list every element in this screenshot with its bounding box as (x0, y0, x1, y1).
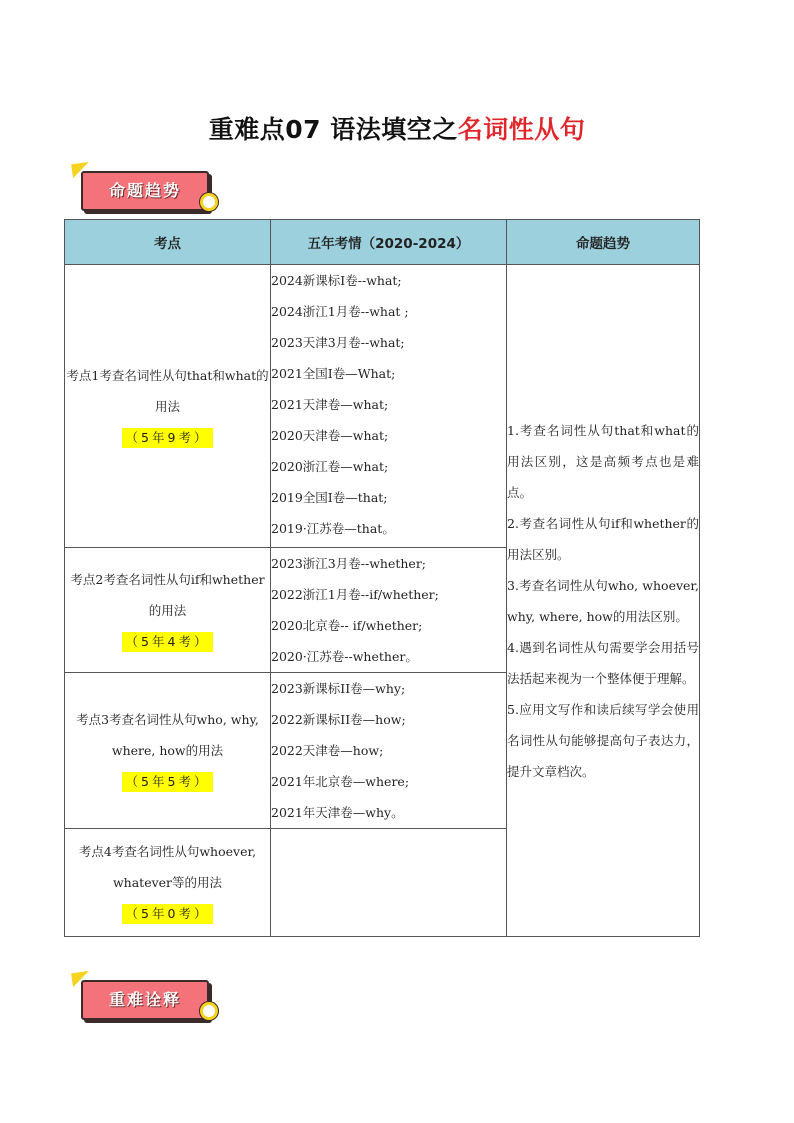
point-text: 考点1考查名词性从句that和what的用法 (66, 367, 269, 414)
title-highlight: 名词性从句 (457, 115, 586, 144)
count-badge: （5年0考） (122, 904, 214, 924)
exams-cell (271, 548, 507, 673)
explain-badge-label: 重难诠释 (108, 990, 181, 1009)
trend-badge-label: 命题趋势 (108, 181, 181, 200)
trend-cell (507, 265, 700, 937)
exam-table (64, 219, 700, 937)
point-text: 考点2考查名词性从句if和whether的用法 (70, 571, 265, 618)
table-header-row (65, 220, 700, 265)
page-title (0, 110, 794, 146)
exam-item: 2021全国I卷—What; (271, 366, 396, 381)
ring-icon (200, 193, 218, 211)
title-prefix: 重难点07 语法填空之 (208, 115, 458, 144)
table-row (65, 265, 700, 548)
header-exams: 五年考情（2020-2024） (271, 220, 507, 265)
point-text: 考点4考查名词性从句whoever, whatever等的用法 (78, 844, 257, 890)
exam-item: 2021年天津卷—why。 (271, 805, 404, 820)
ring-icon (200, 1002, 218, 1020)
exam-item: 2023新课标II卷—why; (271, 681, 406, 696)
point-cell (65, 829, 271, 937)
header-point: 考点 (65, 220, 271, 265)
exam-item: 2019·江苏卷—that。 (271, 521, 395, 536)
point-cell (65, 673, 271, 829)
exam-item: 2019全国I卷—that; (271, 490, 388, 505)
exam-item: 2021年北京卷—where; (271, 774, 410, 789)
header-trend: 命题趋势 (507, 220, 700, 265)
exams-cell (271, 673, 507, 829)
exam-item: 2023浙江3月卷--whether; (271, 556, 427, 571)
exam-item: 2024新课标I卷--what; (271, 273, 402, 288)
exam-item: 2023天津3月卷--what; (271, 335, 405, 350)
point-cell (65, 265, 271, 548)
trend-item: 3.考查名词性从句who, whoever, why, where, how的用法区别。 (507, 577, 699, 624)
exam-item: 2022新课标II卷—how; (271, 712, 406, 727)
count-badge: （5年9考） (122, 428, 214, 448)
trend-item: 2.考查名词性从句if和whether的用法区别。 (507, 515, 699, 562)
exam-item: 2020北京卷-- if/whether; (271, 618, 423, 633)
exam-item: 2024浙江1月卷--what ; (271, 304, 409, 319)
exams-cell-empty (271, 829, 507, 937)
point-cell (65, 548, 271, 673)
count-badge: （5年5考） (122, 772, 214, 792)
exam-item: 2021天津卷—what; (271, 397, 389, 412)
exam-item: 2020浙江卷—what; (271, 459, 389, 474)
exam-item: 2022浙江1月卷--if/whether; (271, 587, 439, 602)
trend-badge (72, 163, 222, 219)
trend-item: 5.应用文写作和读后续写学会使用名词性从句能够提高句子表达力，提升文章档次。 (507, 701, 699, 779)
point-text: 考点3考查名词性从句who, why, where, how的用法 (76, 712, 259, 758)
trend-item: 1.考查名词性从句that和what的用法区别，这是高频考点也是难点。 (507, 422, 699, 500)
exams-cell (271, 265, 507, 548)
exam-item: 2022天津卷—how; (271, 743, 384, 758)
explain-badge (72, 972, 222, 1028)
exam-item: 2020天津卷—what; (271, 428, 389, 443)
count-badge: （5年4考） (122, 632, 214, 652)
exam-item: 2020·江苏卷--whether。 (271, 649, 418, 664)
trend-item: 4.遇到名词性从句需要学会用括号法括起来视为一个整体便于理解。 (507, 639, 699, 686)
